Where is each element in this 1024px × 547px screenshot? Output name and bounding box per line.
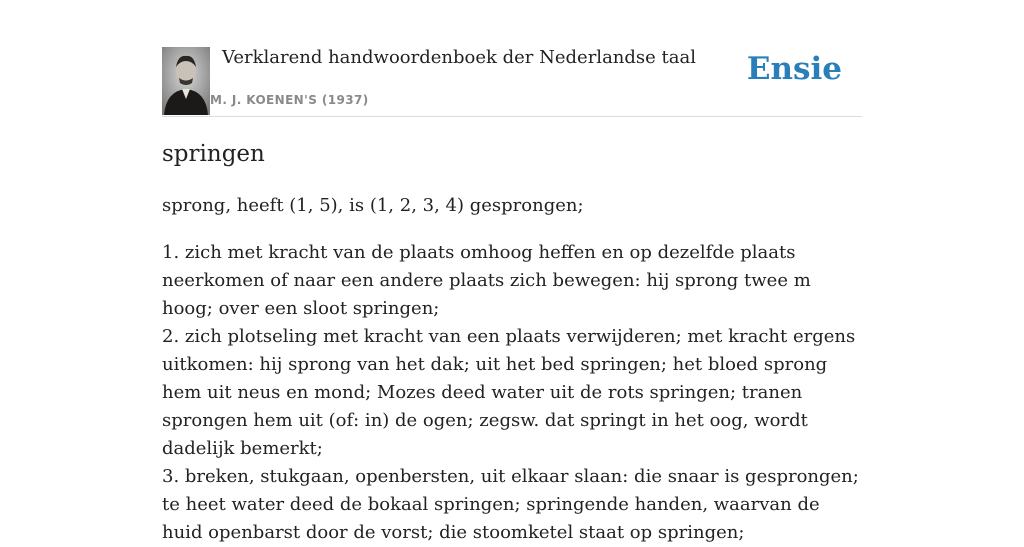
definition-list	[162, 239, 862, 547]
book-title[interactable]: Verklarend handwoordenboek der Nederlandse taal	[222, 47, 696, 68]
portrait-icon	[162, 47, 210, 115]
author-portrait	[162, 47, 210, 115]
definition-item: 1. zich met kracht van de plaats omhoog heffen en op dezelfde plaats neerkomen of naar een andere plaats zich bewegen: hij sprong twee m hoog; over een sloot springen;	[162, 242, 811, 319]
headword: springen	[162, 141, 265, 167]
book-subtitle: M. J. KOENEN'S (1937)	[210, 93, 369, 107]
grammar-info: sprong, heeft (1, 5), is (1, 2, 3, 4) gesprongen;	[162, 195, 584, 216]
definition-item: 2. zich plotseling met kracht van een plaats verwijderen; met kracht ergens uitkomen: hij sprong van het dak; uit het bed springen; het bloed sprong hem uit neus en mond; Mozes deed water uit de rots springen; tranen sprongen hem uit (of: in) de ogen; zegsw. dat springt in het oog, wordt dadelijk bemerkt;	[162, 326, 856, 459]
header	[162, 46, 862, 117]
brand-logo-link[interactable]: Ensie	[746, 51, 842, 87]
definition-item: 3. breken, stukgaan, openbersten, uit elkaar slaan: die snaar is gesprongen; te heet water deed de bokaal springen; springende handen, waarvan de huid openbarst door de vorst; die stoomketel staat op springen;	[162, 466, 859, 543]
